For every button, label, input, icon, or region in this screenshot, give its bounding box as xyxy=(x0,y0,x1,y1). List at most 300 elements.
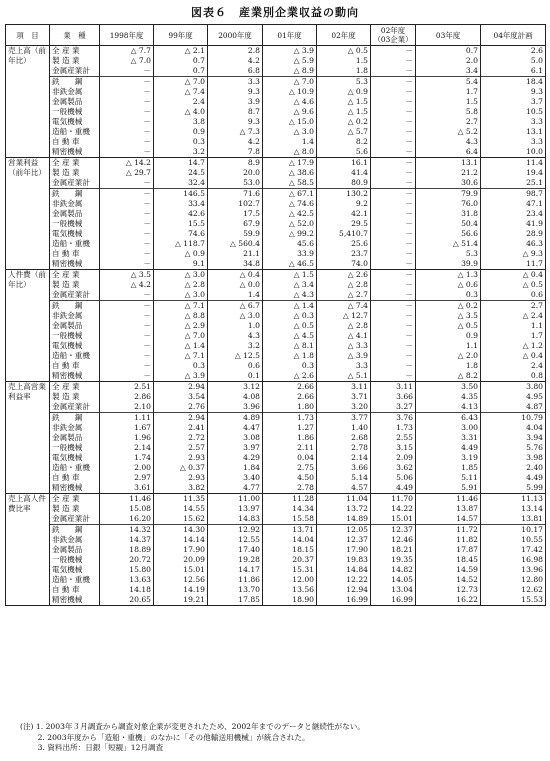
table-row xyxy=(6,107,546,117)
value-cell: 45.6 xyxy=(263,239,317,249)
value-cell: 2.93 xyxy=(154,453,208,463)
value-cell: 4.77 xyxy=(208,483,263,494)
value-cell: 1.8 xyxy=(416,361,481,371)
industry-cell: 全 産 業 xyxy=(50,494,100,505)
value-cell: 13.81 xyxy=(481,514,546,525)
value-cell: 0.8 xyxy=(481,371,546,382)
industry-cell: 非鉄金属 xyxy=(50,199,100,209)
industry-cell: 金属産業計 xyxy=(50,402,100,413)
value-cell: △ 3.5 xyxy=(416,311,481,321)
value-cell: － xyxy=(371,178,416,189)
value-cell: 0.7 xyxy=(154,66,208,77)
value-cell: △ 99.2 xyxy=(263,229,317,239)
industry-cell: 製 造 業 xyxy=(50,168,100,178)
value-cell: － xyxy=(371,259,416,270)
value-cell: 0.3 xyxy=(416,290,481,301)
value-cell: 25.1 xyxy=(481,178,546,189)
value-cell: 0.7 xyxy=(416,46,481,57)
value-cell: 14.17 xyxy=(208,565,263,575)
value-cell: 13.87 xyxy=(416,504,481,514)
value-cell: 11.72 xyxy=(416,525,481,536)
value-cell: 4.49 xyxy=(481,473,546,483)
value-cell: 3.96 xyxy=(208,402,263,413)
value-cell: 0.3 xyxy=(154,361,208,371)
value-cell: 16.20 xyxy=(100,514,154,525)
value-cell: 8.9 xyxy=(208,158,263,169)
value-cell: 2.14 xyxy=(100,443,154,453)
industry-cell: 製 造 業 xyxy=(50,392,100,402)
value-cell: － xyxy=(371,219,416,229)
value-cell: 19.35 xyxy=(371,555,416,565)
value-cell: △ 7.4 xyxy=(154,87,208,97)
value-cell: － xyxy=(371,280,416,290)
value-cell: 1.86 xyxy=(263,433,317,443)
value-cell: － xyxy=(100,229,154,239)
industry-cell: 一般機械 xyxy=(50,107,100,117)
value-cell: 14.37 xyxy=(100,535,154,545)
value-cell: 2.41 xyxy=(154,423,208,433)
value-cell: － xyxy=(371,239,416,249)
value-cell: 15.53 xyxy=(481,595,546,606)
industry-cell: 鉄 鋼 xyxy=(50,301,100,312)
value-cell: 1.4 xyxy=(208,290,263,301)
industry-cell: 鉄 鋼 xyxy=(50,77,100,88)
table-row xyxy=(6,117,546,127)
value-cell: △ 0.4 xyxy=(208,270,263,281)
industry-cell: 電気機械 xyxy=(50,565,100,575)
value-cell: 42.6 xyxy=(154,209,208,219)
table-row xyxy=(6,249,546,259)
value-cell: 3.76 xyxy=(371,413,416,424)
value-cell: 20.37 xyxy=(263,555,317,565)
value-cell: 5.3 xyxy=(416,249,481,259)
industry-cell: 精密機械 xyxy=(50,483,100,494)
table-row xyxy=(6,402,546,413)
note-1: (注) 1. 2003年３月調査から調査対象企業が変更されたため、2002年までのデータと継続性がない。 xyxy=(20,722,365,731)
value-cell: 9.1 xyxy=(154,259,208,270)
value-cell: 42.1 xyxy=(317,209,371,219)
table-row xyxy=(6,371,546,382)
table-row xyxy=(6,341,546,351)
value-cell: 18.90 xyxy=(263,595,317,606)
value-cell: 5.14 xyxy=(317,473,371,483)
value-cell: 0.3 xyxy=(263,361,317,371)
value-cell: 1.5 xyxy=(317,56,371,66)
value-cell: 4.47 xyxy=(208,423,263,433)
table-row xyxy=(6,301,546,312)
value-cell: 32.4 xyxy=(154,178,208,189)
table-row xyxy=(6,290,546,301)
value-cell: 0.04 xyxy=(263,453,317,463)
value-cell: 14.52 xyxy=(416,575,481,585)
table-row xyxy=(6,351,546,361)
value-cell: 4.3 xyxy=(208,331,263,341)
group-label: 売上高（前年比） xyxy=(6,46,50,158)
value-cell: 11.46 xyxy=(100,494,154,505)
value-cell: 4.2 xyxy=(208,137,263,147)
value-cell: 1.96 xyxy=(100,433,154,443)
value-cell: 2.51 xyxy=(100,382,154,393)
table-row xyxy=(6,137,546,147)
industry-cell: 電気機械 xyxy=(50,453,100,463)
table-row xyxy=(6,199,546,209)
value-cell: － xyxy=(100,239,154,249)
value-cell: 14.22 xyxy=(371,504,416,514)
value-cell: 12.56 xyxy=(154,575,208,585)
value-cell: － xyxy=(371,209,416,219)
value-cell: 3.12 xyxy=(208,382,263,393)
value-cell: 11.70 xyxy=(371,494,416,505)
value-cell: 2.86 xyxy=(100,392,154,402)
value-cell: 4.87 xyxy=(481,402,546,413)
value-cell: 1.7 xyxy=(416,87,481,97)
value-cell: 14.89 xyxy=(317,514,371,525)
group-label: 売上高人件費比率 xyxy=(6,494,50,606)
column-header: 99年度 xyxy=(154,25,208,46)
value-cell: 3.31 xyxy=(416,433,481,443)
value-cell: － xyxy=(371,371,416,382)
value-cell: － xyxy=(100,97,154,107)
table-row xyxy=(6,575,546,585)
value-cell: 5.6 xyxy=(317,147,371,158)
value-cell: △ 3.9 xyxy=(154,371,208,382)
industry-cell: 精密機械 xyxy=(50,595,100,606)
value-cell: △ 3.9 xyxy=(317,351,371,361)
industry-cell: 非鉄金属 xyxy=(50,535,100,545)
value-cell: △ 2.6 xyxy=(263,371,317,382)
value-cell: － xyxy=(100,137,154,147)
value-cell: 3.8 xyxy=(154,117,208,127)
value-cell: △ 0.5 xyxy=(481,280,546,290)
value-cell: △ 2.7 xyxy=(317,290,371,301)
value-cell: 12.92 xyxy=(208,525,263,536)
value-cell: 9.3 xyxy=(208,87,263,97)
value-cell: 13.04 xyxy=(371,585,416,595)
table-row xyxy=(6,178,546,189)
table-row xyxy=(6,66,546,77)
value-cell: 5.11 xyxy=(416,473,481,483)
value-cell: △ 0.0 xyxy=(208,280,263,290)
value-cell: 15.62 xyxy=(154,514,208,525)
value-cell: 74.6 xyxy=(154,229,208,239)
value-cell: 3.11 xyxy=(371,382,416,393)
value-cell: 11.13 xyxy=(481,494,546,505)
value-cell: 3.19 xyxy=(416,453,481,463)
value-cell: △ 8.1 xyxy=(263,341,317,351)
value-cell: △ 38.6 xyxy=(263,168,317,178)
value-cell: △ 4.0 xyxy=(154,107,208,117)
value-cell: － xyxy=(100,371,154,382)
value-cell: 4.35 xyxy=(416,392,481,402)
value-cell: △ 0.9 xyxy=(317,87,371,97)
value-cell: 3.08 xyxy=(208,433,263,443)
value-cell: 8.7 xyxy=(208,107,263,117)
value-cell: － xyxy=(100,77,154,88)
industry-cell: 金属製品 xyxy=(50,209,100,219)
table-row xyxy=(6,311,546,321)
value-cell: 2.11 xyxy=(263,443,317,453)
value-cell: 18.15 xyxy=(263,545,317,555)
table-row xyxy=(6,259,546,270)
value-cell: 146.5 xyxy=(154,189,208,200)
value-cell: △ 3.5 xyxy=(100,270,154,281)
column-header: 04年度計画 xyxy=(481,25,546,46)
value-cell: △ 8.0 xyxy=(263,147,317,158)
value-cell: 34.8 xyxy=(208,259,263,270)
value-cell: 19.83 xyxy=(317,555,371,565)
value-cell: 15.80 xyxy=(100,565,154,575)
table-row xyxy=(6,443,546,453)
value-cell: 33.9 xyxy=(263,249,317,259)
value-cell: 3.3 xyxy=(481,137,546,147)
table-row xyxy=(6,331,546,341)
value-cell: 53.0 xyxy=(208,178,263,189)
value-cell: 16.98 xyxy=(481,555,546,565)
value-cell: △ 2.8 xyxy=(154,280,208,290)
industry-cell: 鉄 鋼 xyxy=(50,413,100,424)
value-cell: 14.84 xyxy=(317,565,371,575)
table-row xyxy=(6,97,546,107)
value-cell: 5.06 xyxy=(371,473,416,483)
value-cell: － xyxy=(371,87,416,97)
column-header: 02年度 xyxy=(317,25,371,46)
value-cell: 4.13 xyxy=(416,402,481,413)
value-cell: － xyxy=(371,66,416,77)
value-cell: 4.2 xyxy=(208,56,263,66)
table-row xyxy=(6,147,546,158)
value-cell: 14.57 xyxy=(416,514,481,525)
table-row xyxy=(6,463,546,473)
table-row xyxy=(6,158,546,169)
industry-cell: 造船・重機 xyxy=(50,463,100,473)
industry-cell: 非鉄金属 xyxy=(50,423,100,433)
value-cell: 2.66 xyxy=(263,382,317,393)
value-cell: △ 52.0 xyxy=(263,219,317,229)
value-cell: 11.00 xyxy=(208,494,263,505)
table-row xyxy=(6,127,546,137)
value-cell: △ 51.4 xyxy=(416,239,481,249)
industry-cell: 一般機械 xyxy=(50,443,100,453)
group-label: 営業利益（前年比） xyxy=(6,158,50,270)
value-cell: △ 1.5 xyxy=(263,270,317,281)
value-cell: 12.55 xyxy=(208,535,263,545)
column-header: 業 種 xyxy=(50,25,100,46)
value-cell: 11.4 xyxy=(481,158,546,169)
value-cell: △ 0.9 xyxy=(154,249,208,259)
value-cell: 2.0 xyxy=(416,56,481,66)
value-cell: － xyxy=(371,137,416,147)
table-row xyxy=(6,565,546,575)
value-cell: 79.9 xyxy=(416,189,481,200)
industry-cell: 非鉄金属 xyxy=(50,311,100,321)
value-cell: △ 4.1 xyxy=(317,331,371,341)
industry-cell: 金属製品 xyxy=(50,321,100,331)
value-cell: 3.80 xyxy=(481,382,546,393)
value-cell: － xyxy=(100,341,154,351)
industry-cell: 全 産 業 xyxy=(50,382,100,393)
value-cell: 14.14 xyxy=(154,535,208,545)
value-cell: 3.66 xyxy=(317,463,371,473)
value-cell: 6.1 xyxy=(481,66,546,77)
value-cell: △ 560.4 xyxy=(208,239,263,249)
value-cell: 28.9 xyxy=(481,229,546,239)
value-cell: 13.1 xyxy=(416,158,481,169)
value-cell: 11.28 xyxy=(263,494,317,505)
value-cell: 3.3 xyxy=(317,361,371,371)
value-cell: 14.19 xyxy=(154,585,208,595)
note-3: 3. 資料出所：日銀「短観」12月調査 xyxy=(20,743,164,752)
value-cell: 3.54 xyxy=(154,392,208,402)
value-cell: 14.7 xyxy=(154,158,208,169)
value-cell: 6.4 xyxy=(416,147,481,158)
value-cell: 17.90 xyxy=(154,545,208,555)
table-row xyxy=(6,77,546,88)
value-cell: 0.6 xyxy=(481,290,546,301)
value-cell: 11.86 xyxy=(208,575,263,585)
industry-cell: 自 動 車 xyxy=(50,361,100,371)
value-cell: △ 1.5 xyxy=(317,97,371,107)
value-cell: 2.97 xyxy=(100,473,154,483)
value-cell: 3.11 xyxy=(317,382,371,393)
value-cell: △ 7.3 xyxy=(208,127,263,137)
value-cell: 20.09 xyxy=(154,555,208,565)
value-cell: △ 14.2 xyxy=(100,158,154,169)
value-cell: 17.85 xyxy=(208,595,263,606)
value-cell: 1.27 xyxy=(263,423,317,433)
industry-cell: 鉄 鋼 xyxy=(50,189,100,200)
value-cell: 2.09 xyxy=(371,453,416,463)
table-row xyxy=(6,545,546,555)
value-cell: 13.1 xyxy=(481,127,546,137)
table-row xyxy=(6,423,546,433)
value-cell: 18.21 xyxy=(371,545,416,555)
value-cell: 39.9 xyxy=(416,259,481,270)
value-cell: 9.3 xyxy=(481,87,546,97)
value-cell: 2.10 xyxy=(100,402,154,413)
value-cell: △ 3.4 xyxy=(263,280,317,290)
value-cell: 14.34 xyxy=(263,504,317,514)
value-cell: － xyxy=(100,127,154,137)
value-cell: 21.2 xyxy=(416,168,481,178)
value-cell: 3.50 xyxy=(416,382,481,393)
value-cell: 30.6 xyxy=(416,178,481,189)
value-cell: 0.3 xyxy=(154,137,208,147)
value-cell: △ 3.0 xyxy=(154,270,208,281)
industry-cell: 金属産業計 xyxy=(50,178,100,189)
value-cell: 14.82 xyxy=(371,565,416,575)
column-header: 03年度 xyxy=(416,25,481,46)
value-cell: － xyxy=(371,321,416,331)
table-row xyxy=(6,229,546,239)
value-cell: 14.59 xyxy=(416,565,481,575)
value-cell: 1.40 xyxy=(317,423,371,433)
value-cell: 2.78 xyxy=(317,443,371,453)
value-cell: △ 5.2 xyxy=(416,127,481,137)
value-cell: 19.28 xyxy=(208,555,263,565)
value-cell: － xyxy=(371,341,416,351)
value-cell: 71.6 xyxy=(208,189,263,200)
value-cell: △ 7.7 xyxy=(100,46,154,57)
value-cell: 0.1 xyxy=(208,371,263,382)
value-cell: 3.66 xyxy=(371,392,416,402)
value-cell: 3.94 xyxy=(481,433,546,443)
value-cell: 2.55 xyxy=(371,433,416,443)
value-cell: 13.63 xyxy=(100,575,154,585)
value-cell: 10.5 xyxy=(481,107,546,117)
value-cell: △ 0.2 xyxy=(416,301,481,312)
value-cell: － xyxy=(371,351,416,361)
value-cell: 13.97 xyxy=(208,504,263,514)
value-cell: 2.00 xyxy=(100,463,154,473)
value-cell: 3.3 xyxy=(481,117,546,127)
value-cell: △ 118.7 xyxy=(154,239,208,249)
value-cell: 16.99 xyxy=(317,595,371,606)
table-row xyxy=(6,321,546,331)
value-cell: － xyxy=(100,290,154,301)
table-header-row xyxy=(6,25,546,46)
value-cell: 2.7 xyxy=(416,117,481,127)
industry-cell: 造船・重機 xyxy=(50,575,100,585)
value-cell: － xyxy=(100,87,154,97)
value-cell: － xyxy=(100,311,154,321)
industry-cell: 製 造 業 xyxy=(50,56,100,66)
value-cell: － xyxy=(371,189,416,200)
value-cell: － xyxy=(371,107,416,117)
value-cell: 5.99 xyxy=(481,483,546,494)
value-cell: 14.04 xyxy=(263,535,317,545)
value-cell: △ 0.2 xyxy=(317,117,371,127)
value-cell: 2.78 xyxy=(263,483,317,494)
value-cell: △ 1.8 xyxy=(263,351,317,361)
value-cell: △ 1.3 xyxy=(416,270,481,281)
value-cell: 13.56 xyxy=(263,585,317,595)
value-cell: 14.05 xyxy=(371,575,416,585)
value-cell: 10.79 xyxy=(481,413,546,424)
value-cell: △ 8.2 xyxy=(416,371,481,382)
value-cell: 0.7 xyxy=(154,56,208,66)
industry-cell: 精密機械 xyxy=(50,147,100,158)
value-cell: 4.08 xyxy=(208,392,263,402)
value-cell: － xyxy=(100,209,154,219)
value-cell: 3.2 xyxy=(154,147,208,158)
value-cell: － xyxy=(100,219,154,229)
industry-cell: 電気機械 xyxy=(50,341,100,351)
value-cell: 24.5 xyxy=(154,168,208,178)
value-cell: 13.72 xyxy=(317,504,371,514)
value-cell: 3.27 xyxy=(371,402,416,413)
table-row xyxy=(6,473,546,483)
value-cell: 9.2 xyxy=(317,199,371,209)
value-cell: 41.4 xyxy=(317,168,371,178)
value-cell: 67.9 xyxy=(208,219,263,229)
value-cell: 4.29 xyxy=(208,453,263,463)
value-cell: △ 9.3 xyxy=(481,249,546,259)
column-header: 項 目 xyxy=(6,25,50,46)
value-cell: 4.95 xyxy=(481,392,546,402)
value-cell: 11.04 xyxy=(317,494,371,505)
value-cell: △ 0.3 xyxy=(263,311,317,321)
value-cell: 13.70 xyxy=(208,585,263,595)
value-cell: 3.97 xyxy=(208,443,263,453)
table-row xyxy=(6,453,546,463)
value-cell: 12.00 xyxy=(263,575,317,585)
value-cell: － xyxy=(100,259,154,270)
industry-cell: 金属産業計 xyxy=(50,66,100,77)
value-cell: 3.62 xyxy=(371,463,416,473)
value-cell: 17.87 xyxy=(416,545,481,555)
value-cell: － xyxy=(371,290,416,301)
value-cell: △ 7.0 xyxy=(154,77,208,88)
